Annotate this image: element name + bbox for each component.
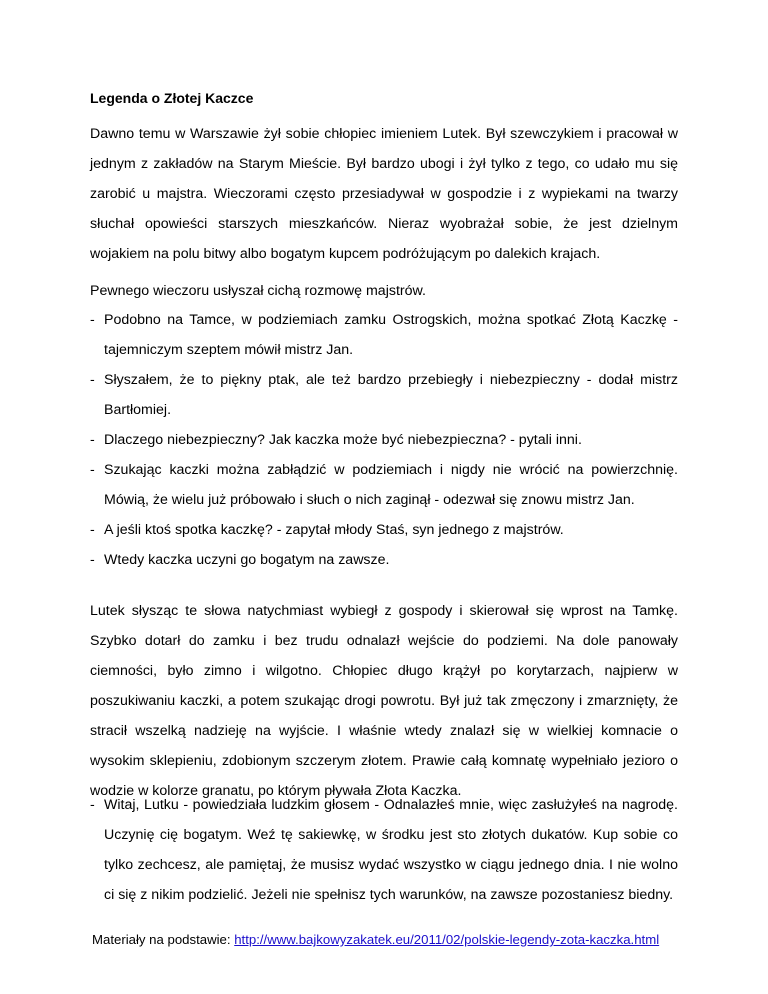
dialog-text: Wtedy kaczka uczyni go bogatym na zawsze. [104, 552, 390, 568]
source-footer [92, 930, 659, 950]
footer-prefix: Materiały na podstawie: [92, 932, 235, 947]
dialog-line [90, 515, 678, 545]
dialog-dash: - [90, 372, 95, 388]
dialog-line [90, 305, 678, 365]
dialog-line [90, 545, 678, 575]
dialog-dash: - [90, 522, 95, 538]
dialog-dash: - [90, 797, 95, 813]
paragraph-dialog-intro: Pewnego wieczoru usłyszał cichą rozmowę majstrów. [90, 283, 426, 299]
dialog-text: A jeśli ktoś spotka kaczkę? - zapytał młody Staś, syn jednego z majstrów. [104, 522, 564, 538]
source-link[interactable]: http://www.bajkowyzakatek.eu/2011/02/polskie-legendy-zota-kaczka.html [234, 932, 660, 947]
dialog-line [90, 365, 678, 425]
dialog-dash: - [90, 432, 95, 448]
dialog-text: Dlaczego niebezpieczny? Jak kaczka może być niebezpieczna? - pytali inni. [104, 432, 582, 448]
document-title: Legenda o Złotej Kaczce [90, 90, 254, 106]
paragraph-journey: Lutek słysząc te słowa natychmiast wybiegł z gospody i skierował się wprost na Tamkę. Szybko dotarł do zamku i bez trudu odnalazł wejście do podziemi. Na dole panowały ciemności, było zimno i wilgotno. Chłopiec długo krążył po korytarzach, najpierw w poszukiwaniu kaczki, a potem szukając drogi powrotu. Był już tak zmęczony i zmarznięty, że stracił wszelką nadzieję na wyjście. I właśnie wtedy znalazł się w wielkiej komnacie o wysokim sklepieniu, zdobionym szczerym złotem. Prawie całą komnatę wypełniało jezioro o wodzie w kolorze granatu, po którym pływała Złota Kaczka. [90, 603, 678, 799]
dialog-text: Szukając kaczki można zabłądzić w podziemiach i nigdy nie wrócić na powierzchnię. Mówią, że wielu już próbowało i słuch o nich zaginął - odezwał się znowu mistrz Jan. [104, 462, 678, 508]
dialog-dash: - [90, 462, 95, 478]
dialog-line [90, 425, 678, 455]
dialog-text: Słyszałem, że to piękny ptak, ale też bardzo przebiegły i niebezpieczny - dodał mistrz Bartłomiej. [104, 372, 678, 418]
dialog-text: Witaj, Lutku - powiedziała ludzkim głosem - Odnalazłeś mnie, więc zasłużyłeś na nagrodę. Uczynię cię bogatym. Weź tę sakiewkę, w środku jest sto złotych dukatów. Kup sobie co tylko zechcesz, ale pamiętaj, że musisz wydać wszystko w ciągu jednego dnia. I nie wolno ci się z nikim podzielić. Jeżeli nie spełnisz tych warunków, na zawsze pozostaniesz biedny. [104, 797, 678, 903]
paragraph-intro: Dawno temu w Warszawie żył sobie chłopiec imieniem Lutek. Był szewczykiem i pracował w jednym z zakładów na Starym Mieście. Był bardzo ubogi i żył tylko z tego, co udało mu się zarobić u majstra. Wieczorami często przesiadywał w gospodzie i z wypiekami na twarzy słuchał opowieści starszych mieszkańców. Nieraz wyobrażał sobie, że jest dzielnym wojakiem na polu bitwy albo bogatym kupcem podróżującym po dalekich krajach. [90, 126, 678, 262]
dialog-line [90, 790, 678, 910]
dialog-text: Podobno na Tamce, w podziemiach zamku Ostrogskich, można spotkać Złotą Kaczkę - tajemniczym szeptem mówił mistrz Jan. [104, 312, 678, 358]
dialog-dash: - [90, 312, 95, 328]
dialog-line [90, 455, 678, 515]
dialog-dash: - [90, 552, 95, 568]
